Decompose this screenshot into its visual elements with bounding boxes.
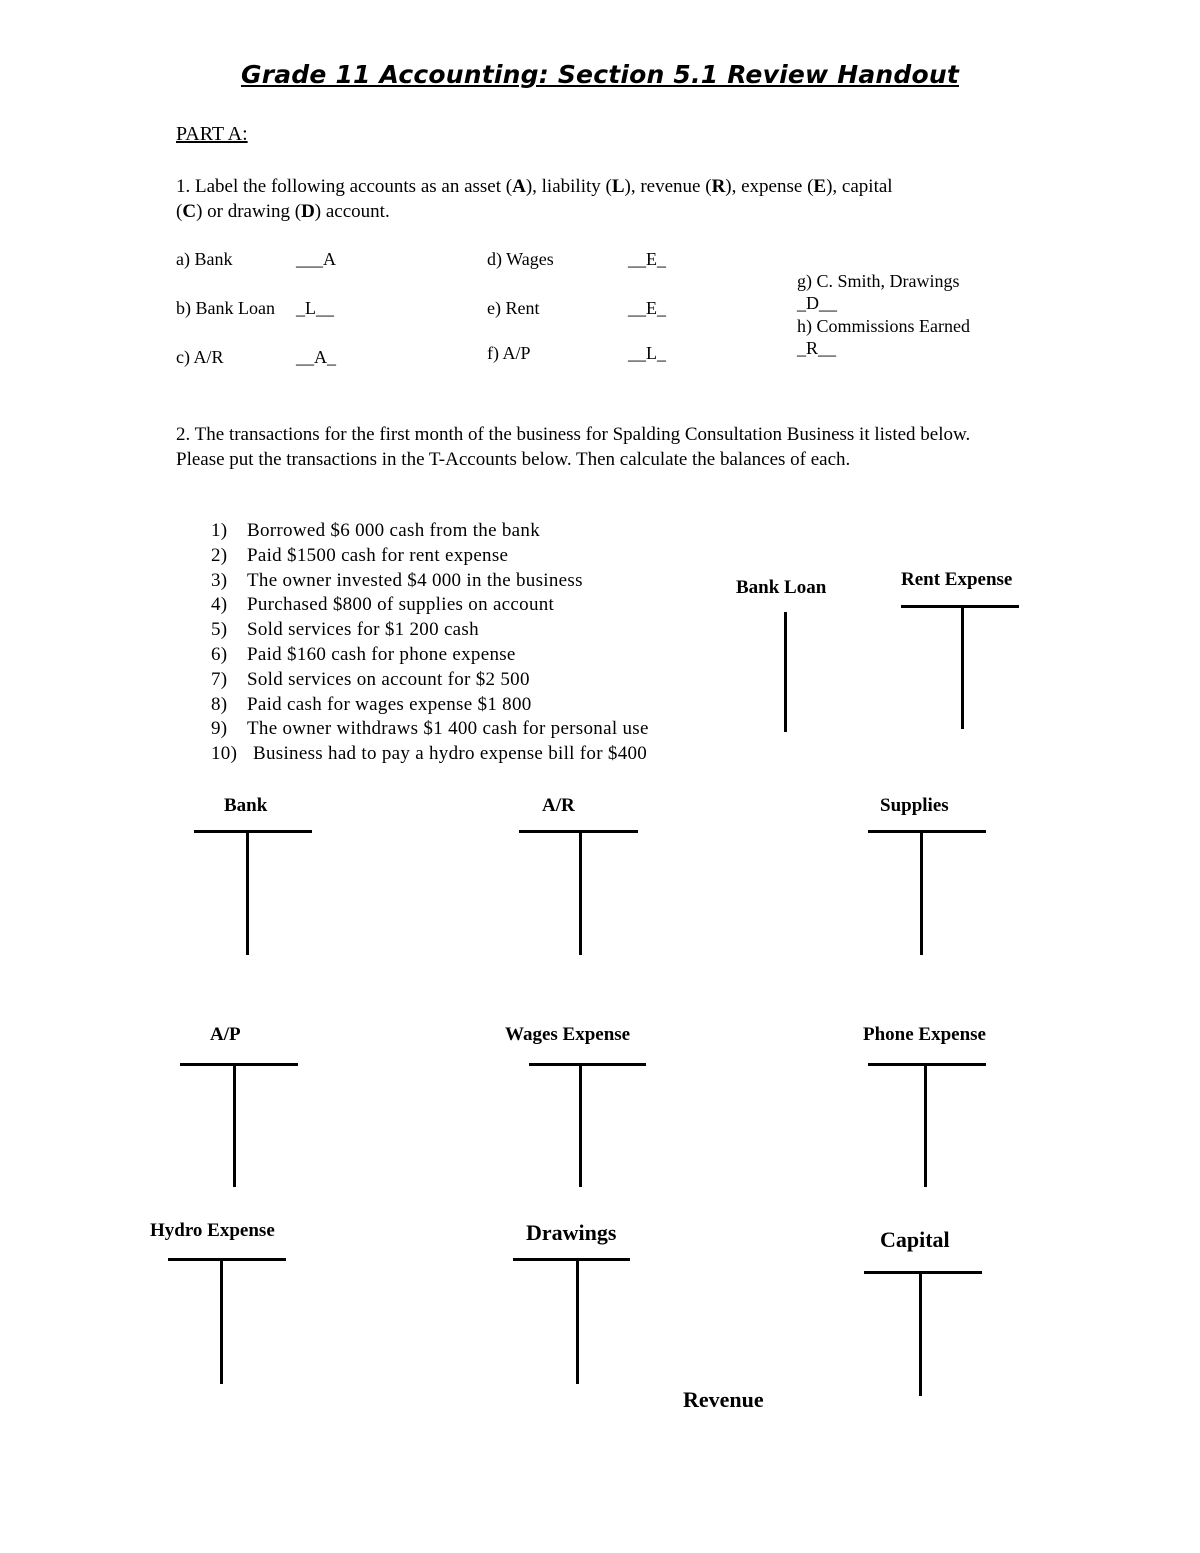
list-item: 5) Sold services for $1 200 cash: [211, 619, 479, 641]
rent-expense-label: Rent Expense: [901, 569, 1013, 590]
drawings-label: Drawings: [526, 1220, 617, 1245]
phone-expense-t-bar: [868, 1063, 986, 1066]
list-item: 4) Purchased $800 of supplies on account: [211, 594, 555, 616]
capital-t-stem: [919, 1272, 922, 1396]
part-a-heading: PART A:: [176, 123, 248, 145]
bank-loan-label: Bank Loan: [736, 577, 827, 598]
list-item: 7) Sold services on account for $2 500: [211, 668, 530, 690]
item-c-answer: __A_: [296, 347, 336, 367]
hydro-expense-label: Hydro Expense: [150, 1220, 275, 1241]
item-e-answer: __E_: [628, 298, 666, 318]
phone-expense-label: Phone Expense: [863, 1024, 986, 1045]
list-item: 2) Paid $1500 cash for rent expense: [211, 544, 509, 566]
rent-expense-t-stem: [961, 606, 964, 729]
capital-label: Capital: [880, 1227, 950, 1252]
list-item: 9) The owner withdraws $1 400 cash for personal use: [211, 718, 649, 740]
item-g-label: g) C. Smith, Drawings: [797, 271, 960, 291]
wages-expense-t-stem: [579, 1064, 582, 1187]
item-c-label: c) A/R: [176, 347, 224, 367]
list-item: 8) Paid cash for wages expense $1 800: [211, 693, 532, 715]
item-e-label: e) Rent: [487, 298, 540, 318]
rent-expense-t-bar: [901, 605, 1019, 608]
bank-t-stem: [246, 831, 249, 955]
hydro-expense-t-bar: [168, 1258, 286, 1261]
item-g-answer: _D__: [797, 293, 837, 313]
bank-loan-t-stem: [784, 612, 787, 732]
drawings-t-bar: [513, 1258, 630, 1261]
question-2-text: 2. The transactions for the first month of the business for Spalding Consultation Business it listed below. Please put the transactions in the T-Accounts below. Then calculate the balances of each.: [176, 424, 971, 470]
item-a-label: a) Bank: [176, 249, 233, 269]
capital-t-bar: [864, 1271, 982, 1274]
transactions-list: [211, 519, 649, 767]
hydro-expense-t-stem: [220, 1259, 223, 1384]
item-b-answer: _L__: [296, 298, 334, 318]
item-h-answer: _R__: [797, 338, 837, 358]
bank-t-bar: [194, 830, 312, 833]
wages-expense-t-bar: [529, 1063, 646, 1066]
ar-label: A/R: [542, 795, 575, 816]
ap-t-bar: [180, 1063, 298, 1066]
ar-t-stem: [579, 831, 582, 955]
list-item: 3) The owner invested $4 000 in the business: [211, 569, 583, 591]
page-title: Grade 11 Accounting: Section 5.1 Review Handout: [240, 60, 960, 89]
item-f-answer: __L_: [628, 343, 666, 363]
drawings-t-stem: [576, 1259, 579, 1384]
item-d-label: d) Wages: [487, 249, 554, 269]
item-h-label: h) Commissions Earned: [797, 316, 970, 336]
item-f-label: f) A/P: [487, 343, 531, 363]
revenue-label: Revenue: [683, 1387, 764, 1412]
item-b-label: b) Bank Loan: [176, 298, 275, 318]
question-1-text: 1. Label the following accounts as an asset (A), liability (L), revenue (R), expense (E), capital (C) or drawing (D) account.: [176, 176, 893, 222]
list-item: 1) Borrowed $6 000 cash from the bank: [211, 520, 541, 541]
phone-expense-t-stem: [924, 1064, 927, 1187]
ap-label: A/P: [210, 1024, 241, 1045]
list-item: 10) Business had to pay a hydro expense bill for $400: [211, 743, 648, 765]
wages-expense-label: Wages Expense: [505, 1024, 631, 1045]
ap-t-stem: [233, 1064, 236, 1187]
supplies-t-bar: [868, 830, 986, 833]
list-item: 6) Paid $160 cash for phone expense: [211, 643, 516, 665]
bank-label: Bank: [224, 795, 268, 816]
item-d-answer: __E_: [628, 249, 666, 269]
supplies-label: Supplies: [880, 795, 949, 816]
item-a-answer: ___A: [296, 249, 336, 269]
supplies-t-stem: [920, 831, 923, 955]
